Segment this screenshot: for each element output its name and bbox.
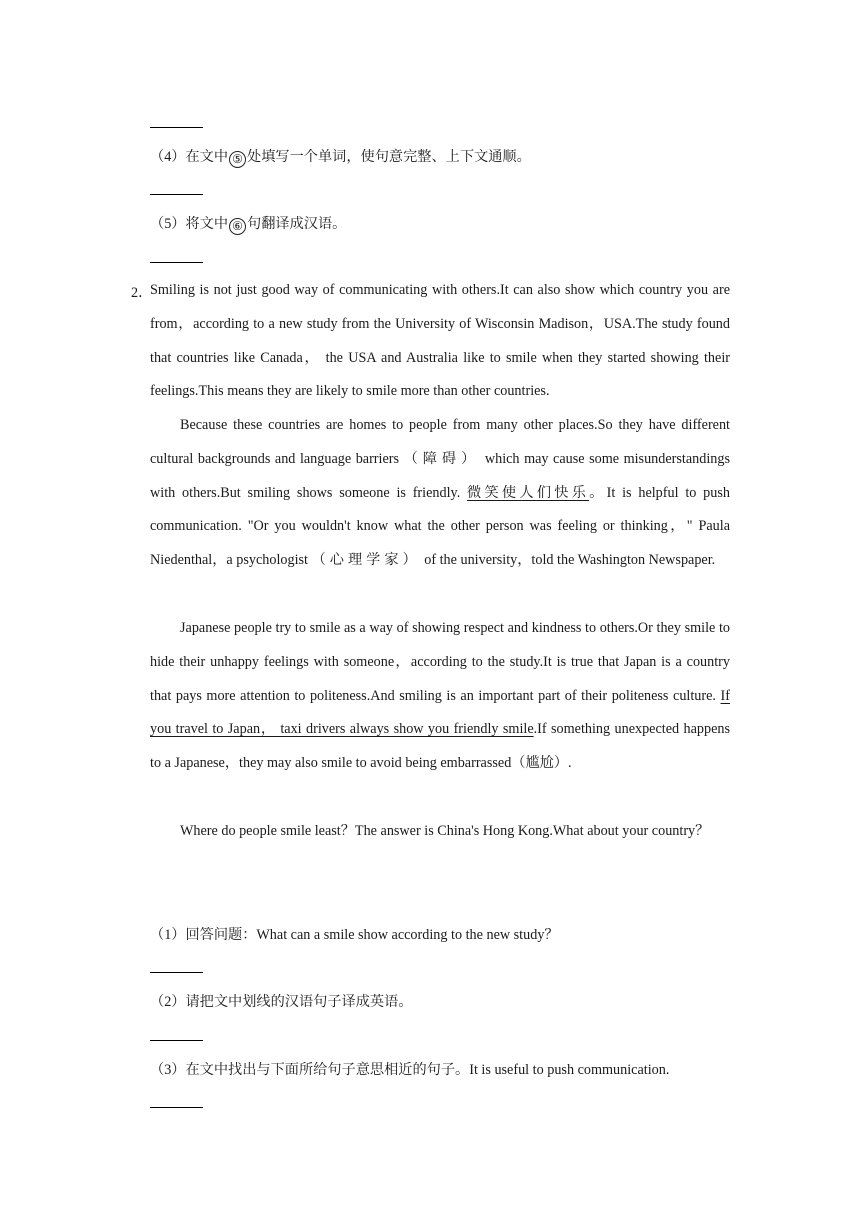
circled-number-5: ⑤: [229, 151, 246, 168]
question-1: （1）回答问题：What can a smile show according to the new study？: [150, 927, 559, 943]
passage-paragraph-4: Where do people smile least？The answer is China's Hong Kong.What about your country？: [180, 823, 710, 839]
underlined-sentence-english: If you travel to Japan， taxi drivers always show you friendly smile: [150, 687, 730, 738]
answer-blank: [150, 262, 203, 263]
passage-paragraph-3: Japanese people try to smile as a way of showing respect and kindness to others.Or they smile to hide their unhappy feelings with someone，according to the study.It is true that Japan is a country that pays more attention to politeness.And smiling is an important part of their politeness culture. If you travel to Japan， taxi drivers always show you friendly smile.If something unexpected happens to a Japanese，they may also smile to avoid being embarrassed（尴尬）.: [150, 620, 730, 772]
answer-blank: [150, 972, 203, 973]
question-5-suffix: 句翻译成汉语。: [247, 216, 347, 232]
question-3: （3）在文中找出与下面所给句子意思相近的句子。It is useful to push communication.: [150, 1062, 670, 1078]
question-5-prefix: （5）将文中: [150, 216, 229, 232]
answer-blank: [150, 127, 203, 128]
question-2: （2）请把文中划线的汉语句子译成英语。: [150, 994, 413, 1010]
answer-blank: [150, 194, 203, 195]
circled-number-6: ⑥: [229, 218, 246, 235]
answer-blank: [150, 1040, 203, 1041]
passage-paragraph-1: Smiling is not just good way of communicating with others.It can also show which country you are from，according to a new study from the University of Wisconsin Madison，USA.The study found that countries like Canada， the USA and Australia like to smile when they started showing their feelings.This means they are likely to smile more than other countries.: [150, 282, 730, 400]
question-4-prefix: （4）在文中: [150, 149, 229, 165]
question-4: [150, 146, 531, 168]
passage-number: 2．: [131, 285, 153, 301]
underlined-sentence-chinese: 微笑使人们快乐: [467, 484, 590, 501]
question-4-suffix: 处填写一个单词，使句意完整、上下文通顺。: [247, 149, 531, 165]
question-5: [150, 213, 346, 235]
gloss-psychologist: （心理学家）: [311, 552, 421, 569]
passage-paragraph-2: Because these countries are homes to people from many other places.So they have different cultural backgrounds and language barriers （障碍） which may cause some misunderstandings with others.But smiling shows someone is friendly. 微笑使人们快乐。It is helpful to push communication. "Or you wouldn't know what the other person was feeling or thinking，" Paula Niedenthal，a psychologist （心理学家） of the university，told the Washington Newspaper.: [150, 417, 730, 569]
gloss-obstacle: （障碍）: [403, 450, 481, 467]
answer-blank: [150, 1107, 203, 1108]
